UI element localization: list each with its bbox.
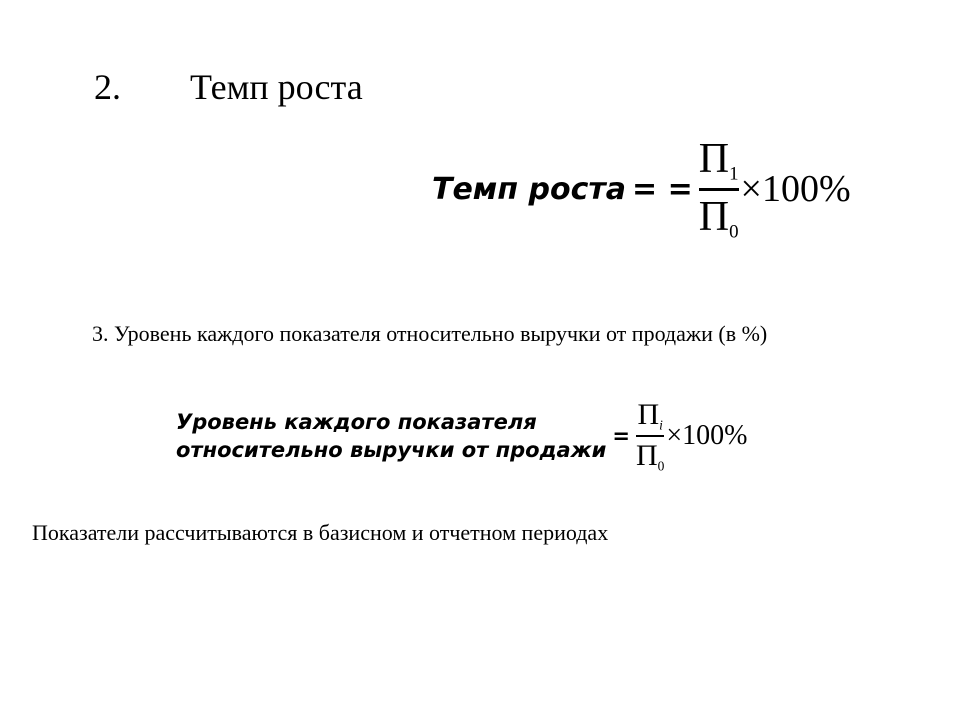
formula-equals: =: [612, 424, 630, 449]
fraction-numerator: $П_1$: [698, 136, 739, 185]
heading-number: 2.: [94, 67, 121, 107]
formula-lhs: Темп роста: [432, 171, 627, 207]
formula-fraction: [636, 398, 664, 475]
formula-fraction: [699, 135, 739, 243]
formula-lhs: [176, 408, 606, 465]
formula-multiplier: ×100%: [740, 168, 851, 211]
growth-rate-formula: [432, 135, 851, 243]
fraction-line: [699, 188, 739, 191]
formula-lhs-line-1: Уровень каждого показателя: [176, 410, 537, 435]
fraction-denominator: $П_0$: [635, 439, 665, 474]
section-heading: [94, 66, 363, 108]
heading-title: Темп роста: [190, 67, 363, 107]
paragraph-level-indicator: 3. Уровень каждого показателя относительно выручки от продажи (в %): [92, 321, 768, 346]
fraction-denominator: $П_0$: [698, 193, 739, 243]
fraction-line: [636, 435, 664, 437]
formula-multiplier: ×100%: [666, 420, 748, 452]
formula-lhs-line-2: относительно выручки от продажи: [176, 438, 607, 463]
fraction-numerator: $П_i$: [637, 398, 663, 433]
formula-equals: = =: [632, 171, 693, 207]
level-formula: [176, 398, 748, 475]
periods-note: Показатели рассчитываются в базисном и отчетном периодах: [32, 520, 609, 545]
